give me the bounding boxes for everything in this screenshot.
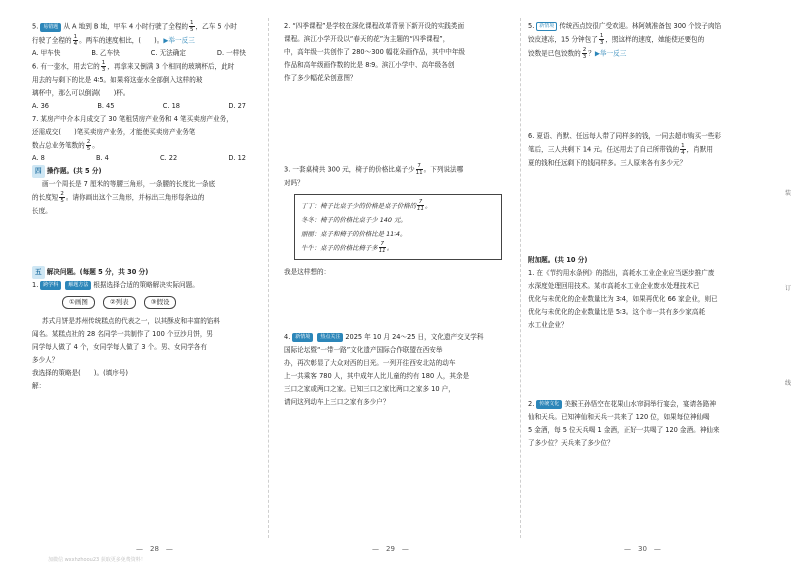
statement-dongdong: 冬冬：椅子的价格比桌子少 140 元。 [301,215,407,224]
option[interactable]: D. 一样快 [216,49,246,57]
solution-label: 解： [32,381,46,390]
page-28: 5. 易错题 从 A 地到 B 地，甲车 4 小时行驶了全程的 $\frac{1}{5}$ ，乙车 5 小时 行驶了全程的 $\frac{1}{4}$ 。两车的速度相比，( )。▶举一反三 A. 甲车快 B. 乙车快 C. 无法确定 D. 一样快 6. 有一壶水，用去它的 $\frac{1}{3}$ ，再拿来又倒满 3 个相同的玻璃杯后，此时 用去的与剩下的比是 4∶5。如果将这壶水全部倒入这样的玻 璃杯中，那么可以倒满( )杯。 A. 36 B. 45 C. 18 D. 27 7. 某房产中介本月成交了 30 笔租赁房产业务和 4 笔买卖房产业务， 还需成交( )笔买卖房产业务，才能使买卖房产业务笔 数占总业务笔数的 $\frac{2}{5}$ 。 A. 8 B. 4 C. 22 D. 12 四 操作题。(共 5 分) 画一个周长是 7 厘米的等腰三角形，一条腰的长度比一条底 的长度短 $\frac{2}{5}$ 。请你画出这个三角形，并标出三角形每条边的 长度。 五 解决问题。(每题 5 分，共 30 分) 1. 跨学科 解题方法 根据选择合适的策略解决实际问题。 ①画图 ②列表 ③假设 苏式月饼是苏州传统糕点的代表之一，以其酥皮和丰富的馅料 闻名。某糕点社的 28 名同学一共制作了 100 个豆沙月饼，男 同学每人做了 4 个，女同学每人做了 3 个。男、女同学各有 多少人？ 我选择的策略是( )。(填序号) 解： [32,20,262,393]
option[interactable]: B. 4 [95,154,109,162]
options-q6 [32,100,262,113]
fraction: $\frac{2}{3}$ [582,46,587,60]
context-tag: 新情境 [536,22,557,31]
culture-tag: 传统文化 [536,400,562,409]
option[interactable]: D. 27 [228,101,246,110]
answer-area[interactable] [284,279,516,331]
page-number-30: — 30 — [624,545,661,553]
question-6: 6. 夏语、肖默、任远每人带了同样多的钱，一同去超市购买一些彩 [528,132,722,140]
answer-area[interactable] [528,60,764,130]
section-5-heading: 五 解决问题。(每题 5 分，共 30 分) [32,266,262,279]
fraction: $\frac{1}{3}$ [599,33,604,46]
question-5: 5. 易错题 从 A 地到 B 地，甲车 4 小时行驶了全程的 $\frac{1}{5}$ ，乙车 5 小时 [32,20,237,33]
question-2: 2. “四季课程”是学校在深化课程改革背景下新开设的实践类面 [284,22,465,30]
answer-area[interactable] [528,332,764,398]
bonus-question-2: 2. 传统文化 美猴王孙悟空在花果山水帘洞举行宴会，宴请各路神 [528,399,716,408]
options-q7 [32,152,262,165]
statements-box [294,194,502,260]
bonus-heading: 附加题。(共 10 分) [528,255,588,264]
fraction: $\frac{1}{4}$ [681,143,685,156]
more-practice-link[interactable]: ▶举一反三 [594,49,627,57]
question-3: 3. 一套桌椅共 300 元，椅子的价格比桌子少 $\frac{7}{11}$ 。下列说法哪 [284,163,464,176]
option[interactable]: A. 甲车快 [32,49,61,57]
method-tag: 解题方法 [65,281,91,290]
fraction: $\frac{1}{5}$ [190,20,194,33]
statement-lili: 丽丽：桌子和椅子的价格比是 11∶4。 [301,229,407,238]
difficulty-tag: 易错题 [40,23,61,32]
question-7: 7. 某房产中介本月成交了 30 笔租赁房产业务和 4 笔买卖房产业务， [32,114,233,123]
question-4: 4. 新情境 热点关注 2025 年 10 月 24～25 日，文化遗产交叉学科 [284,332,484,341]
answer-area[interactable] [284,85,516,163]
option[interactable]: A. 8 [32,154,45,162]
fraction: $\frac{1}{3}$ [101,60,106,73]
question-1: 1. 跨学科 解题方法 根据选择合适的策略解决实际问题。 [32,280,199,289]
binding-mark: 订 [785,285,792,292]
bonus-question-1: 1. 在《节约用水条例》的指出，高耗水工业企业应当逐步推广废 [528,268,715,277]
fraction: $\frac{2}{5}$ [60,191,64,204]
page-30: 5. 新情境 传统西点饺很广受欢迎。林阿姨准备包 300 个饺子肉馅 饺皮速冻，15 分钟包了 $\frac{1}{3}$ ，照这样的速度，她能使还要包的 饺数是已包饺数的 $\frac{2}{3}$ ？▶举一反三 6. 夏语、肖默、任远每人带了同样多的钱，一同去超市购买一些彩 笔后，三人共剩下 14 元。任远用去了自己所带钱的 $\frac{1}{4}$ ，肖默用 夏的钱和任远剩下的钱同样多。三人原来各有多少元？ 附加题。(共 10 分) 1. 在《节约用水条例》的指出，高耗水工业企业应当逐步推广废 水深度处理回用技术。某市高耗水工业企业废水处理技术已 优化与未优化的企业数量比为 3∶4，如果再优化 66 家企业，则已 优化与未优化的企业数量比是 5∶3。这个市一共有多少家高耗 水工业企业？ 2. 传统文化 美猴王孙悟空在花果山水帘洞举行宴会，宴请各路神 仙和天兵。已知神仙和天兵一共来了 120 位，如果每位神仙喝 5 金酒，每 5 位天兵喝 1 金酒，正好一共喝了 120 金酒。神仙来 了多少位？天兵来了多少位？ [528,20,764,450]
hot-topic-tag: 热点关注 [317,333,343,342]
option[interactable]: C. 22 [160,154,178,162]
section-4-heading: 四 操作题。(共 5 分) [32,165,262,178]
option[interactable]: B. 乙车快 [91,49,120,57]
page-divider [268,18,269,538]
strategy-options [62,296,262,309]
more-practice-link[interactable]: ▶举一反三 [163,36,195,44]
question-6: 6. 有一壶水，用去它的 $\frac{1}{3}$ ，再拿来又倒满 3 个相同的玻璃杯后，此时 [32,60,235,73]
drawing-area[interactable] [32,218,262,266]
binding-mark: 装 [785,190,792,197]
option[interactable]: D. 12 [228,154,246,162]
reasoning-label: 我是这样想的： [284,267,331,276]
options-q5 [32,47,262,60]
page-number-29: — 29 — [372,545,409,553]
statement-dingding: 丁丁：椅子比桌子少的价格是桌子价格的 $\frac{7}{11}$ 。 [301,199,432,212]
statement-niuniu: 牛牛：桌子的价格比椅子多 $\frac{7}{11}$ 。 [301,241,394,254]
strategy-assume[interactable]: ③假设 [144,296,177,309]
fraction: $\frac{2}{5}$ [86,138,91,152]
option[interactable]: C. 18 [162,101,180,110]
strategy-answer-line[interactable]: 我选择的策略是( )。(填序号) [32,368,129,377]
fraction: $\frac{1}{4}$ [73,33,78,47]
strategy-table[interactable]: ②列表 [103,296,136,309]
binding-mark: 线 [785,380,792,387]
option[interactable]: A. 36 [32,101,49,110]
page-divider [520,18,521,538]
watermark: 加微信 wxxhzhoou23 获取更多免费资料！ [48,557,146,563]
fraction: $\frac{7}{11}$ [417,199,425,212]
page-number-28: — 28 — [136,545,173,553]
option[interactable]: B. 45 [97,101,115,110]
option[interactable]: C. 无法确定 [150,49,186,57]
question-5: 5. 新情境 传统西点饺很广受欢迎。林阿姨准备包 300 个饺子肉馅 [528,22,722,30]
strategy-draw[interactable]: ①画图 [62,296,95,309]
fraction: $\frac{7}{11}$ [415,163,423,176]
answer-area[interactable] [528,170,764,254]
context-tag: 新情境 [292,333,313,342]
fraction: $\frac{7}{11}$ [378,241,386,254]
subject-tag: 跨学科 [40,281,61,290]
page-29: 2. “四季课程”是学校在深化课程改革背景下新开设的实践类面 课程。滨江小学开设以“春天的花”为主题的“四季课程”， 中，高年级一共创作了 280～300 幅花朵画作品，其中中年级 作品和高年级画作数的比是 8∶9。滨江小学中、高年级各创 作了多少幅花朵创意图？ 3. 一套桌椅共 300 元，椅子的价格比桌子少 $\frac{7}{11}$ 。下列说法哪 对吗？ 丁丁：椅子比桌子少的价格是桌子价格的 $\frac{7}{11}$ 。 冬冬：椅子的价格比桌子少 140 元。 丽丽：桌子和椅子的价格比是 11∶4。 牛牛：桌子的价格比椅子多 $\frac{7}{11}$ 。 我是这样想的： 4. 新情境 热点关注 2025 年 10 月 24～25 日，文化遗产交叉学科 国际论坛暨“一带一路”文化遗产国际合作联盟在西安举 办，再次彰显了大众对西的目光。一列开往西安北站的动车 上一共乘客 780 人，其中成年人比儿童的约有 180 人，其余是 三口之家或两口之家。已知三口之家比两口之家多 10 户， 请问这列动车上三口之家有多少户？ [284,20,516,409]
